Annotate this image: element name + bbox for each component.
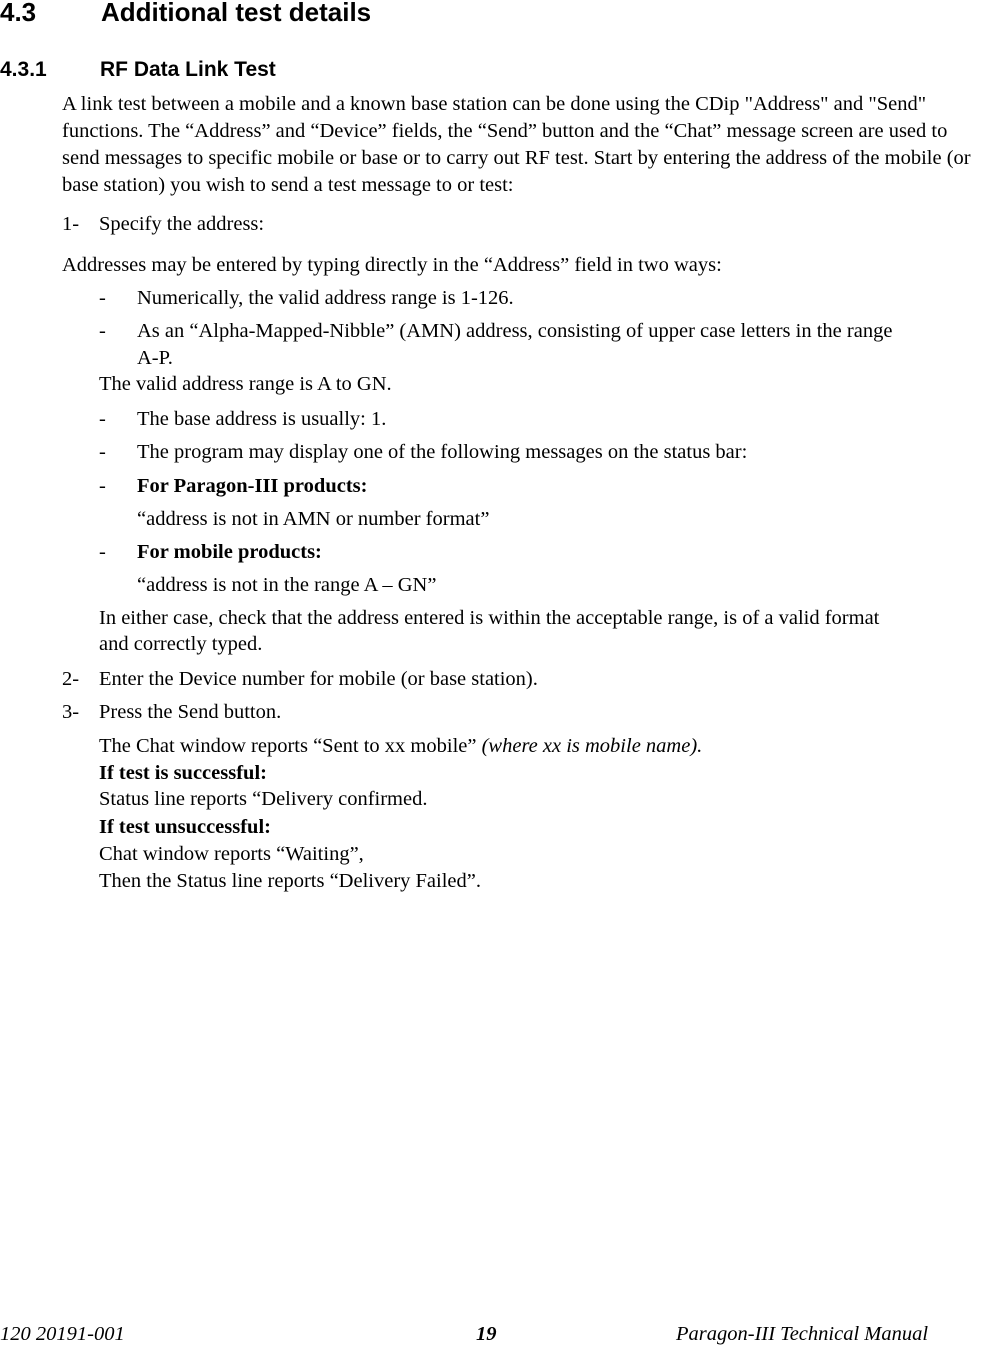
step-2 [62, 666, 538, 693]
paragon-label: For Paragon-III products: [137, 475, 368, 497]
step-text: Enter the Device number for mobile (or base station). [99, 668, 538, 690]
bullet-text: As an “Alpha-Mapped-Nibble” (AMN) address, consisting of upper case letters in the range [137, 320, 893, 342]
footer-manual-title: Paragon-III Technical Manual [676, 1323, 929, 1345]
bullet-amn: - As an “Alpha-Mapped-Nibble” (AMN) address, consisting of upper case letters in the range [99, 320, 893, 342]
bullet-text: The base address is usually: 1. [137, 408, 387, 430]
step-text: Press the Send button. [99, 701, 282, 723]
chat-report: The Chat window reports “Sent to xx mobile” (where xx is mobile name). [99, 735, 703, 757]
fail-text-1: Chat window reports “Waiting”, [99, 843, 364, 865]
subsection-number: 4.3.1 [0, 58, 47, 81]
step-3 [62, 699, 281, 726]
bullet-status-messages: - The program may display one of the following messages on the status bar: [99, 441, 748, 463]
subsection-heading [0, 56, 276, 84]
bullet-text: Numerically, the valid address range is 1-126. [137, 287, 514, 309]
step-number: 2- [62, 668, 80, 690]
fail-label: If test unsuccessful: [99, 816, 271, 838]
paragon-message: “address is not in AMN or number format” [137, 508, 490, 530]
step-text: Specify the address: [99, 213, 265, 235]
subsection-title: RF Data Link Test [100, 58, 276, 81]
check-line-2: and correctly typed. [99, 633, 263, 655]
page-footer [0, 1321, 990, 1349]
bullet-base-address: - The base address is usually: 1. [99, 408, 387, 430]
addresses-intro: Addresses may be entered by typing directly in the “Address” field in two ways: [62, 254, 722, 276]
valid-range-note: The valid address range is A to GN. [99, 373, 392, 395]
section-title: Additional test details [101, 0, 372, 27]
bullet-paragon: - For Paragon-III products: [99, 475, 368, 497]
mobile-label: For mobile products: [137, 541, 322, 563]
success-text: Status line reports “Delivery confirmed. [99, 788, 428, 810]
chat-note: (where xx is mobile name). [481, 735, 703, 757]
bullet-mobile: - For mobile products: [99, 541, 322, 563]
check-line-1: In either case, check that the address entered is within the acceptable range, is of a valid format [99, 607, 880, 629]
bullet-amn-continued: A-P. [137, 347, 173, 369]
mobile-message: “address is not in the range A – GN” [137, 574, 437, 596]
bullet-numeric: - Numerically, the valid address range is 1-126. [99, 287, 514, 309]
footer-doc-number: 120 20191-001 [0, 1323, 125, 1345]
section-heading [0, 0, 371, 28]
footer-page-number: 19 [476, 1323, 497, 1345]
intro-paragraph: A link test between a mobile and a known base station can be done using the CDip "Address" and "Send" functions. The “Address” and “Device” fields, the “Send” button and the “Chat” message screen are used to send messages to specific mobile or base or to carry out RF test. Start by entering the address of the mobile (or base station) you wish to send a test message to or test: [62, 93, 971, 196]
step-number: 1- [62, 213, 80, 235]
step-1 [62, 211, 264, 238]
success-label: If test is successful: [99, 762, 267, 784]
step-number: 3- [62, 701, 80, 723]
bullet-text: The program may display one of the following messages on the status bar: [137, 441, 748, 463]
section-number: 4.3 [0, 0, 37, 27]
fail-text-2: Then the Status line reports “Delivery Failed”. [99, 870, 481, 892]
